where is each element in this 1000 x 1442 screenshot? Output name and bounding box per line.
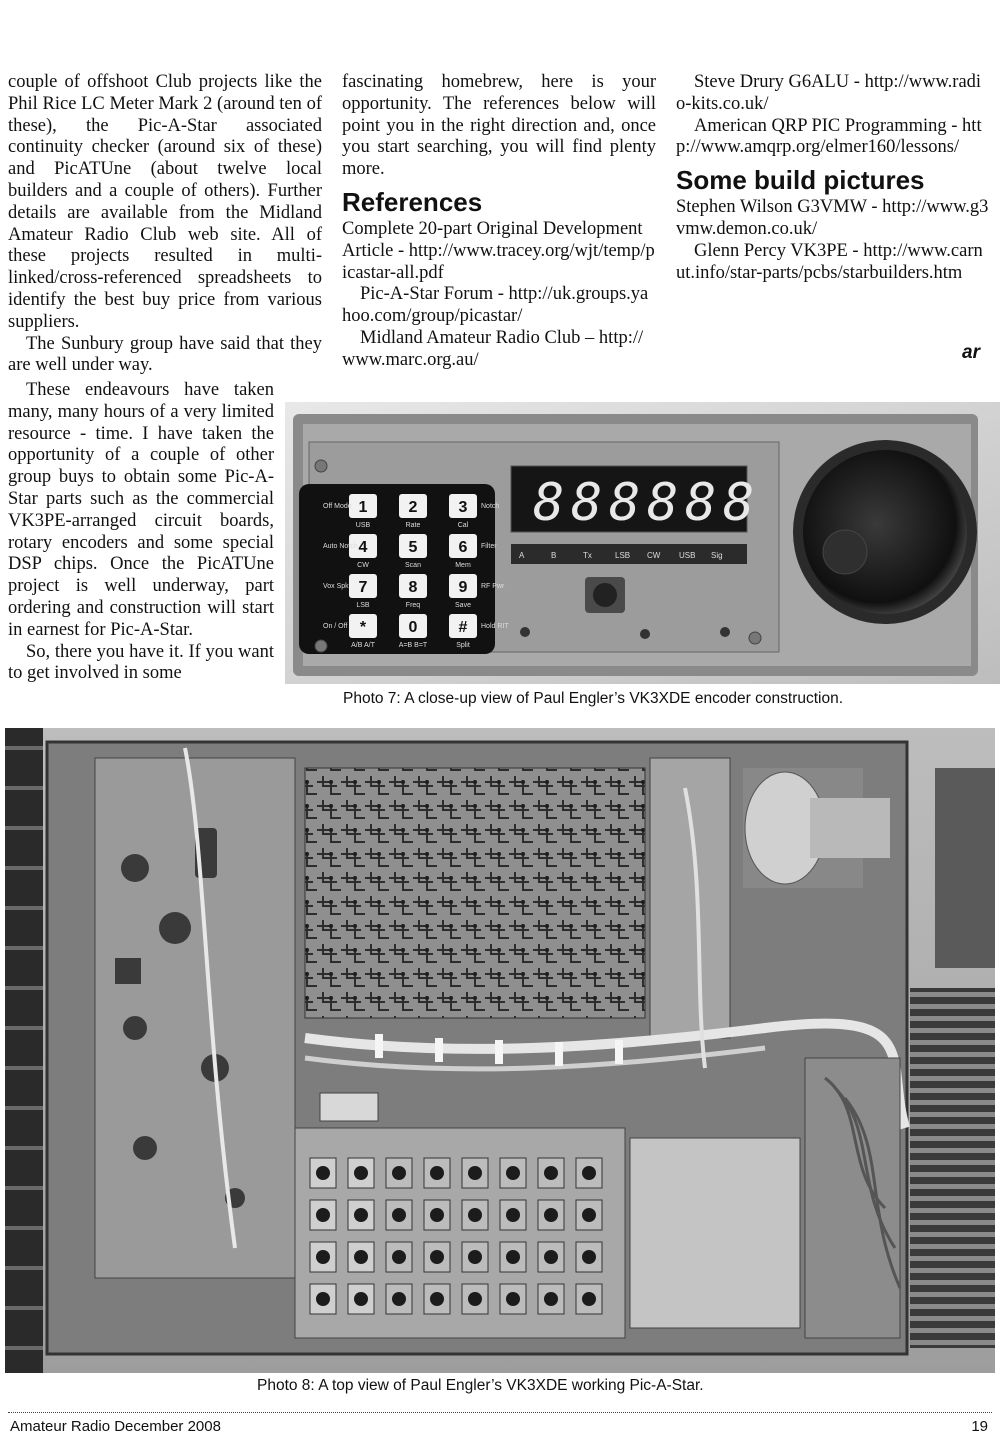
svg-text:Off Mode: Off Mode [323,503,352,510]
svg-text:7: 7 [358,579,368,596]
svg-text:LSB: LSB [356,602,370,609]
column-3 [676,72,990,284]
svg-text:5: 5 [408,539,418,556]
svg-text:Vox Spk: Vox Spk [323,583,349,590]
svg-text:Rate: Rate [405,522,421,529]
display-digit: 8 [723,473,755,533]
display-digit: 8 [609,473,641,533]
build-pictures-heading: Some build pictures [676,165,925,196]
display-digit: 8 [685,473,717,533]
page-number: 19 [971,1418,988,1435]
svg-text:Save: Save [455,602,471,609]
indicator-label: CW [647,551,661,560]
display-digit: 8 [533,473,565,533]
tuning-knob [803,450,967,614]
photo-7-encoder [285,402,1000,684]
svg-text:Cal: Cal [457,522,469,529]
column-1-narrow [8,380,274,685]
svg-text:0: 0 [408,619,418,636]
heatsink-left [5,728,43,1373]
column-2 [342,72,656,372]
body-paragraph: fascinating homebrew, here is your opportunity. The references below will point you in the right direction and, once you start searching, you will find plenty more. [342,72,656,180]
svg-text:RF Pwr: RF Pwr [481,583,505,590]
display-digit: 8 [647,473,679,533]
references-heading: References [342,186,483,217]
column-1 [8,72,322,377]
svg-text:A/B A/T: A/B A/T [351,642,375,649]
svg-text:Filter: Filter [481,543,497,550]
encoder-shaft [593,583,617,607]
shield-box [630,1138,800,1328]
svg-text:8: 8 [408,579,418,596]
svg-text:A=B B=T: A=B B=T [398,642,428,649]
keypad [299,484,509,654]
builder-item: Glenn Percy VK3PE - http://www.carnut.info/star-parts/pcbs/starbuilders.htm [676,240,983,283]
svg-text:CW: CW [357,562,369,569]
indicator-label: LSB [615,551,631,560]
svg-text:2: 2 [408,499,418,516]
indicator-label: USB [679,551,696,560]
svg-text:Notch: Notch [481,503,500,510]
body-paragraph: The Sunbury group have said that they are well under way. [8,333,322,376]
svg-text:On / Off: On / Off [323,623,348,630]
photo-7-caption: Photo 7: A close-up view of Paul Engler’s VK3XDE encoder construction. [343,690,844,707]
control-board [650,758,730,1038]
encoder-photo-illustration [285,402,1000,684]
builder-item: Stephen Wilson G3VMW - http://www.g3vmw.demon.co.uk/ [676,197,989,239]
svg-text:4: 4 [358,539,368,556]
photo-8-transceiver [5,728,995,1373]
svg-text:9: 9 [458,579,468,596]
photo-8-caption: Photo 8: A top view of Paul Engler’s VK3XDE working Pic-A-Star. [257,1377,704,1394]
svg-text:*: * [359,619,367,636]
svg-text:Split: Split [456,642,470,649]
dsp-board [305,768,645,1018]
indicator-label: B [551,551,557,560]
svg-text:#: # [458,619,468,636]
body-paragraph: These endeavours have taken many, many hours of a very limited resource - time. I have taken the opportunity of a couple of other group buys to obtain some Pic-A-Star parts such as the commercial VK3PE-arranged circuit boards, rotary encoders and some special DSP chips. Once the PicATUne project is well underway, part ordering and construction will start in earnest for Pic-A-Star. [8,380,274,640]
indicator-label: Tx [583,551,592,560]
svg-text:USB: USB [355,522,371,529]
reference-item: Pic-A-Star Forum - http://uk.groups.yahoo.com/group/picastar/ [342,284,649,327]
svg-text:Auto Notch: Auto Notch [323,543,358,550]
svg-text:Mem: Mem [455,562,471,569]
indicator-label: Sig [711,551,723,560]
front-knob [935,768,995,968]
reference-item: Midland Amateur Radio Club – http://www.marc.org.au/ [342,327,644,370]
reference-item: American QRP PIC Programming - http://www.amqrp.org/elmer160/lessons/ [676,115,982,158]
finger-dimple [823,530,867,574]
svg-text:Scan: Scan [405,562,421,569]
indicator-label: A [519,551,525,560]
svg-text:Hold RIT: Hold RIT [481,623,509,630]
keypad-key [399,614,428,649]
svg-text:1: 1 [358,499,368,516]
body-paragraph: So, there you have it. If you want to get involved in some [8,641,274,684]
reference-item: Steve Drury G6ALU - http://www.radio-kits.co.uk/ [676,72,982,114]
svg-text:6: 6 [458,539,468,556]
heatsink-right [910,988,995,1348]
footer-publication: Amateur Radio December 2008 [10,1418,221,1435]
display-digit: 8 [571,473,603,533]
end-of-article-mark: ar [962,342,980,363]
svg-text:3: 3 [458,499,468,516]
footer-rule [8,1412,992,1413]
reference-item: Complete 20-part Original Development Article - http://www.tracey.org/wjt/temp/picastar-all.pdf [342,218,655,283]
transceiver-photo-illustration [5,728,995,1373]
svg-text:Freq: Freq [405,602,421,609]
body-paragraph: couple of offshoot Club projects like the Phil Rice LC Meter Mark 2 (around ten of these), the Pic-A-Star associated continuity checker (around six of these) and PicATUne (about twelve local builders and a couple of others). Further details are available from the Midland Amateur Radio Club web site. All of these projects resulted in multi-linked/cross-referenced spreadsheets to identify the best buy price from various suppliers. [8,72,322,332]
